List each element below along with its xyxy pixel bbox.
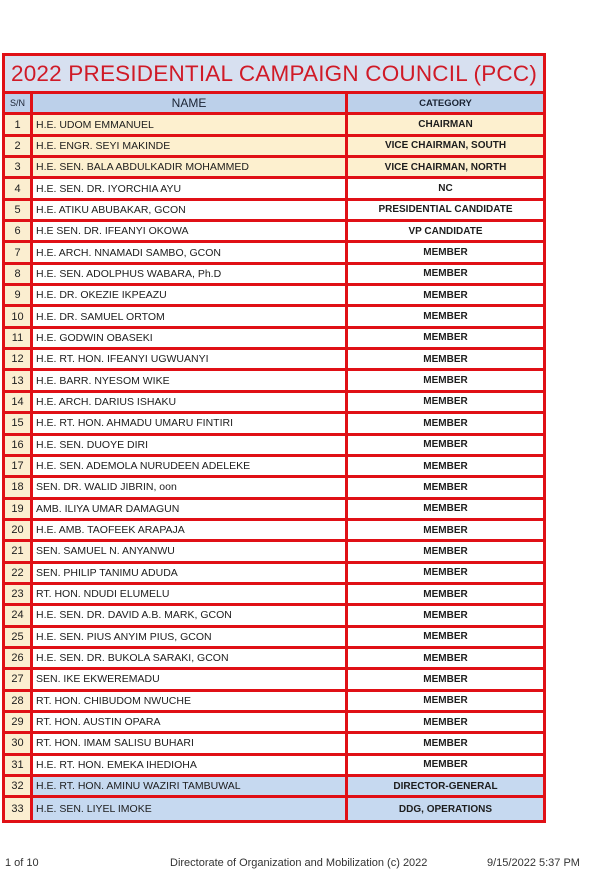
row-sn: 26 [5, 649, 33, 667]
row-category: MEMBER [348, 628, 543, 646]
column-header-name: NAME [33, 94, 348, 112]
row-sn: 7 [5, 243, 33, 261]
table-row [5, 137, 543, 158]
table-row [5, 670, 543, 691]
table-row [5, 478, 543, 499]
table-row [5, 585, 543, 606]
column-header-sn: S/N [5, 94, 33, 112]
row-name: H.E. SEN. PIUS ANYIM PIUS, GCON [33, 628, 348, 646]
row-sn: 10 [5, 307, 33, 325]
row-name: H.E. AMB. TAOFEEK ARAPAJA [33, 521, 348, 539]
row-name: H.E. UDOM EMMANUEL [33, 115, 348, 133]
row-category: MEMBER [348, 564, 543, 582]
row-name: RT. HON. NDUDI ELUMELU [33, 585, 348, 603]
row-category: VICE CHAIRMAN, NORTH [348, 158, 543, 176]
table-row [5, 734, 543, 755]
row-name: H.E. SEN. DR. IYORCHIA AYU [33, 179, 348, 197]
table-row [5, 243, 543, 264]
row-name: AMB. ILIYA UMAR DAMAGUN [33, 500, 348, 518]
row-category: CHAIRMAN [348, 115, 543, 133]
table-row [5, 649, 543, 670]
row-category: MEMBER [348, 286, 543, 304]
row-name: H.E. SEN. DR. BUKOLA SARAKI, GCON [33, 649, 348, 667]
row-category: MEMBER [348, 521, 543, 539]
table-row [5, 542, 543, 563]
row-category: VICE CHAIRMAN, SOUTH [348, 137, 543, 155]
row-category: MEMBER [348, 713, 543, 731]
table-row [5, 286, 543, 307]
row-name: H.E. ENGR. SEYI MAKINDE [33, 137, 348, 155]
row-sn: 18 [5, 478, 33, 496]
row-name: H.E. SEN. LIYEL IMOKE [33, 798, 348, 819]
footer-timestamp: 9/15/2022 5:37 PM [487, 857, 580, 869]
row-sn: 4 [5, 179, 33, 197]
campaign-council-table [2, 53, 546, 823]
table-row [5, 777, 543, 798]
row-sn: 15 [5, 414, 33, 432]
row-sn: 13 [5, 371, 33, 389]
table-row [5, 307, 543, 328]
row-name: H.E. ATIKU ABUBAKAR, GCON [33, 201, 348, 219]
row-name: H.E SEN. DR. IFEANYI OKOWA [33, 222, 348, 240]
row-sn: 1 [5, 115, 33, 133]
table-header-row [5, 94, 543, 115]
row-sn: 25 [5, 628, 33, 646]
page-footer [0, 857, 610, 875]
row-category: NC [348, 179, 543, 197]
table-row [5, 756, 543, 777]
row-category: MEMBER [348, 350, 543, 368]
row-sn: 8 [5, 265, 33, 283]
row-name: SEN. PHILIP TANIMU ADUDA [33, 564, 348, 582]
row-sn: 24 [5, 606, 33, 624]
row-category: MEMBER [348, 692, 543, 710]
table-row [5, 115, 543, 136]
row-category: MEMBER [348, 393, 543, 411]
footer-organization: Directorate of Organization and Mobilization (c) 2022 [170, 857, 428, 869]
row-category: MEMBER [348, 457, 543, 475]
row-category: MEMBER [348, 542, 543, 560]
table-row [5, 500, 543, 521]
row-sn: 33 [5, 798, 33, 819]
row-sn: 2 [5, 137, 33, 155]
row-sn: 9 [5, 286, 33, 304]
table-row [5, 265, 543, 286]
row-category: MEMBER [348, 649, 543, 667]
row-category: MEMBER [348, 414, 543, 432]
table-row [5, 606, 543, 627]
row-sn: 21 [5, 542, 33, 560]
row-sn: 29 [5, 713, 33, 731]
table-row [5, 201, 543, 222]
row-name: H.E. DR. OKEZIE IKPEAZU [33, 286, 348, 304]
row-sn: 31 [5, 756, 33, 774]
row-name: H.E. SEN. ADEMOLA NURUDEEN ADELEKE [33, 457, 348, 475]
table-row [5, 457, 543, 478]
row-sn: 23 [5, 585, 33, 603]
row-category: DDG, OPERATIONS [348, 798, 543, 819]
row-category: MEMBER [348, 500, 543, 518]
row-sn: 12 [5, 350, 33, 368]
row-category: MEMBER [348, 243, 543, 261]
table-row [5, 350, 543, 371]
table-row [5, 713, 543, 734]
row-name: H.E. RT. HON. AHMADU UMARU FINTIRI [33, 414, 348, 432]
row-sn: 22 [5, 564, 33, 582]
page-number: 1 of 10 [5, 857, 39, 869]
row-name: SEN. SAMUEL N. ANYANWU [33, 542, 348, 560]
row-sn: 32 [5, 777, 33, 795]
row-name: H.E. SEN. ADOLPHUS WABARA, Ph.D [33, 265, 348, 283]
table-row [5, 521, 543, 542]
row-sn: 19 [5, 500, 33, 518]
row-name: H.E. ARCH. DARIUS ISHAKU [33, 393, 348, 411]
row-category: MEMBER [348, 265, 543, 283]
row-category: MEMBER [348, 436, 543, 454]
table-row [5, 179, 543, 200]
row-category: MEMBER [348, 670, 543, 688]
row-name: H.E. DR. SAMUEL ORTOM [33, 307, 348, 325]
row-name: H.E. RT. HON. IFEANYI UGWUANYI [33, 350, 348, 368]
table-row [5, 158, 543, 179]
row-category: DIRECTOR-GENERAL [348, 777, 543, 795]
row-category: MEMBER [348, 606, 543, 624]
row-name: H.E. SEN. DR. DAVID A.B. MARK, GCON [33, 606, 348, 624]
table-title: 2022 PRESIDENTIAL CAMPAIGN COUNCIL (PCC) [5, 56, 543, 94]
row-sn: 17 [5, 457, 33, 475]
row-sn: 27 [5, 670, 33, 688]
table-row [5, 222, 543, 243]
row-category: PRESIDENTIAL CANDIDATE [348, 201, 543, 219]
row-sn: 3 [5, 158, 33, 176]
row-name: H.E. RT. HON. AMINU WAZIRI TAMBUWAL [33, 777, 348, 795]
table-row [5, 628, 543, 649]
row-name: H.E. SEN. BALA ABDULKADIR MOHAMMED [33, 158, 348, 176]
row-category: MEMBER [348, 756, 543, 774]
row-sn: 20 [5, 521, 33, 539]
row-name: SEN. IKE EKWEREMADU [33, 670, 348, 688]
table-row [5, 564, 543, 585]
table-body [5, 115, 543, 819]
row-category: MEMBER [348, 307, 543, 325]
row-name: H.E. RT. HON. EMEKA IHEDIOHA [33, 756, 348, 774]
row-category: MEMBER [348, 585, 543, 603]
row-sn: 11 [5, 329, 33, 347]
row-name: H.E. ARCH. NNAMADI SAMBO, GCON [33, 243, 348, 261]
table-row [5, 371, 543, 392]
table-row [5, 393, 543, 414]
row-category: MEMBER [348, 371, 543, 389]
table-row [5, 798, 543, 819]
row-name: RT. HON. AUSTIN OPARA [33, 713, 348, 731]
row-category: MEMBER [348, 734, 543, 752]
row-sn: 6 [5, 222, 33, 240]
row-name: RT. HON. CHIBUDOM NWUCHE [33, 692, 348, 710]
row-name: RT. HON. IMAM SALISU BUHARI [33, 734, 348, 752]
table-row [5, 692, 543, 713]
row-name: H.E. BARR. NYESOM WIKE [33, 371, 348, 389]
row-name: H.E. SEN. DUOYE DIRI [33, 436, 348, 454]
row-category: MEMBER [348, 478, 543, 496]
row-sn: 28 [5, 692, 33, 710]
table-row [5, 414, 543, 435]
row-sn: 16 [5, 436, 33, 454]
row-sn: 30 [5, 734, 33, 752]
table-row [5, 329, 543, 350]
row-name: H.E. GODWIN OBASEKI [33, 329, 348, 347]
row-sn: 5 [5, 201, 33, 219]
row-category: VP CANDIDATE [348, 222, 543, 240]
table-row [5, 436, 543, 457]
row-name: SEN. DR. WALID JIBRIN, oon [33, 478, 348, 496]
row-category: MEMBER [348, 329, 543, 347]
row-sn: 14 [5, 393, 33, 411]
column-header-category: CATEGORY [348, 94, 543, 112]
